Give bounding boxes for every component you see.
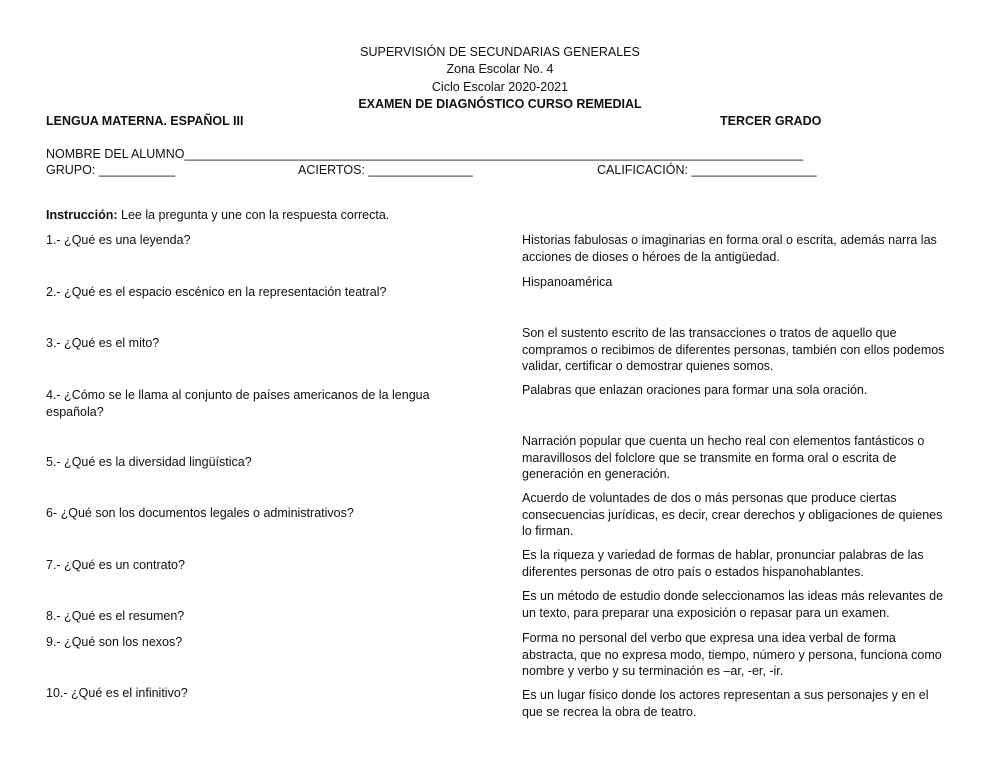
header-zone: Zona Escolar No. 4: [446, 62, 554, 76]
subject-label: LENGUA MATERNA. ESPAÑOL III: [46, 114, 244, 128]
group-field: GRUPO: ___________: [46, 163, 176, 177]
answer-2: Hispanoamérica: [522, 275, 613, 289]
question-2: 2.- ¿Qué es el espacio escénico en la representación teatral?: [46, 285, 387, 299]
instruction-label: Instrucción:: [46, 208, 118, 222]
question-4: 4.- ¿Cómo se le llama al conjunto de países americanos de la lengua española?: [46, 388, 430, 419]
answer-8: Es un método de estudio donde seleccionamos las ideas más relevantes de un texto, para preparar una exposición o repasar para un examen.: [522, 589, 944, 620]
question-3: 3.- ¿Qué es el mito?: [46, 336, 160, 350]
question-1: 1.- ¿Qué es una leyenda?: [46, 233, 191, 247]
header-supervision: SUPERVISIÓN DE SECUNDARIAS GENERALES: [360, 45, 640, 59]
exam-title: EXAMEN DE DIAGNÓSTICO CURSO REMEDIAL: [358, 97, 642, 111]
question-7: 7.- ¿Qué es un contrato?: [46, 558, 185, 572]
answer-5: Narración popular que cuenta un hecho real con elementos fantásticos o maravillosos del folclore que se transmite en forma oral o escrita de generación en generación.: [522, 434, 925, 481]
answer-3: Son el sustento escrito de las transacciones o tratos de aquello que compramos o recibimos de diferentes personas, también con ellos podemos validar, certificar o demostrar quienes somos.: [522, 326, 945, 373]
answer-4: Palabras que enlazan oraciones para formar una sola oración.: [522, 383, 868, 397]
answer-1: Historias fabulosas o imaginarias en forma oral o escrita, además narra las acciones de dioses o héroes de la antigüedad.: [522, 233, 937, 264]
answer-7: Es la riqueza y variedad de formas de hablar, pronunciar palabras de las diferentes personas de otro país o estados hispanohablantes.: [522, 548, 924, 579]
instruction: [46, 207, 389, 224]
header-school-year: Ciclo Escolar 2020-2021: [431, 80, 569, 94]
score-field: CALIFICACIÓN: __________________: [597, 163, 817, 177]
hits-field: ACIERTOS: _______________: [298, 163, 473, 177]
question-5: 5.- ¿Qué es la diversidad lingüística?: [46, 455, 252, 469]
answer-9: Forma no personal del verbo que expresa una idea verbal de forma abstracta, que no expresa modo, tiempo, número y persona, funciona como nombre y verbo y su terminación es –ar, -er, -ir.: [522, 631, 942, 678]
answer-6: Acuerdo de voluntades de dos o más personas que produce ciertas consecuencias jurídicas, es decir, crear derechos y obligaciones de quienes lo firman.: [522, 491, 943, 538]
grade-label: TERCER GRADO: [720, 114, 822, 128]
question-9: 9.- ¿Qué son los nexos?: [46, 635, 183, 649]
answer-10: Es un lugar físico donde los actores representan a sus personajes y en el que se recrea la obra de teatro.: [522, 688, 929, 719]
question-8: 8.- ¿Qué es el resumen?: [46, 609, 185, 623]
question-6: 6- ¿Qué son los documentos legales o administrativos?: [46, 506, 354, 520]
instruction-text: Lee la pregunta y une con la respuesta correcta.: [117, 208, 390, 222]
question-10: 10.- ¿Qué es el infinitivo?: [46, 686, 188, 700]
student-name-field: NOMBRE DEL ALUMNO_________________________________________________________________________________________: [46, 147, 804, 161]
